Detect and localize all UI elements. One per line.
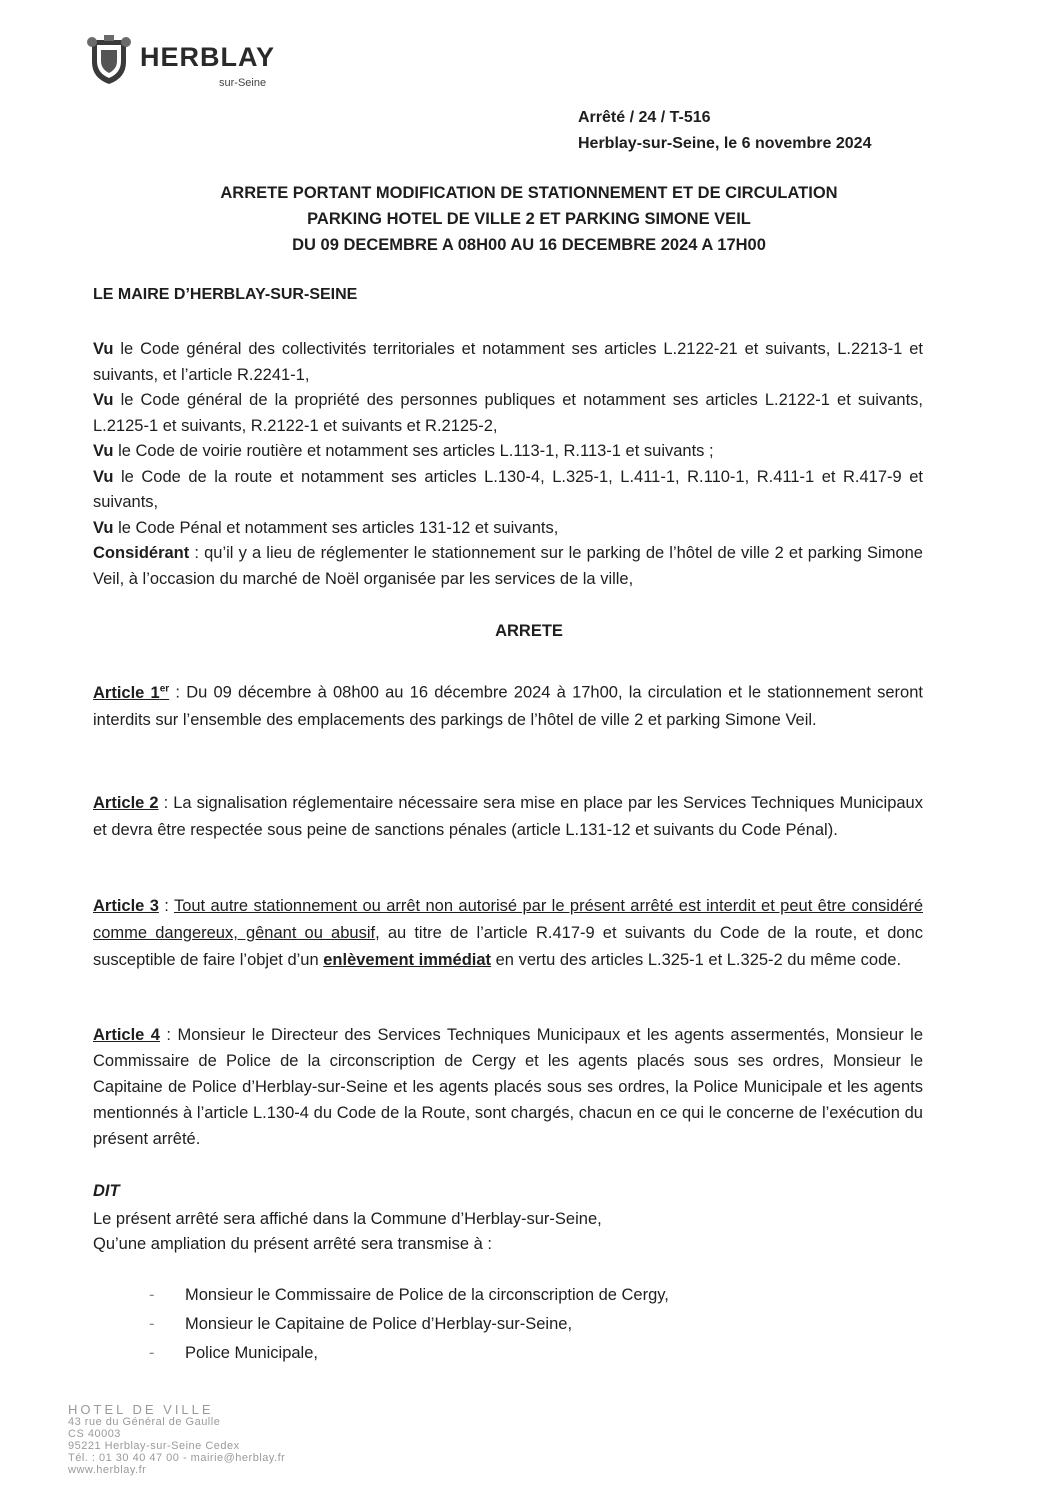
dit-text <box>93 1207 602 1257</box>
title-line: PARKING HOTEL DE VILLE 2 ET PARKING SIMONE VEIL <box>307 210 751 228</box>
recipients-list <box>145 1281 669 1368</box>
list-item: - Monsieur le Capitaine de Police d’Herblay-sur-Seine, <box>145 1310 669 1339</box>
place-date: Herblay-sur-Seine, le 6 novembre 2024 <box>578 135 872 152</box>
bullet-dash-icon: - <box>149 1315 155 1333</box>
considerant-paragraph: Considérant : qu’il y a lieu de réglementer le stationnement sur le parking de l’hôtel de ville 2 et parking Simone Veil, à l’occasion du marché de Noël organisée par les services de la ville, <box>93 544 923 588</box>
footer-line: HOTEL DE VILLE <box>68 1402 214 1417</box>
article-label: Article 4 <box>93 1026 160 1044</box>
visa-paragraph: Vu le Code Pénal et notamment ses articles 131-12 et suivants, <box>93 518 559 537</box>
maire-heading: LE MAIRE D’HERBLAY-SUR-SEINE <box>93 286 358 303</box>
crest-icon <box>86 34 132 86</box>
footer-line: CS 40003 <box>68 1428 121 1440</box>
logo-subtitle: sur-Seine <box>219 77 267 89</box>
list-item: - Police Municipale, <box>145 1339 669 1368</box>
reference-block <box>578 105 871 157</box>
title-line: DU 09 DECEMBRE A 08H00 AU 16 DECEMBRE 2024 A 17H00 <box>292 236 766 254</box>
dit-line: Qu’une ampliation du présent arrêté sera transmise à : <box>93 1235 492 1253</box>
footer-line: 95221 Herblay-sur-Seine Cedex <box>68 1440 240 1452</box>
bold-underlined-phrase: enlèvement immédiat <box>323 951 492 969</box>
visa-paragraph: Vu le Code général des collectivités territoriales et notamment ses articles L.2122-21 et suivants, L.2213-1 et suivants, et l’article R.2241-1, <box>93 340 923 384</box>
underlined-clause: Tout autre stationnement ou arrêt non autorisé par le présent arrêté est interdit et peut être considéré comme dangereux, gênant ou abusif <box>93 897 923 942</box>
article-4: Article 4 : Monsieur le Directeur des Services Techniques Municipaux et les agents assermentés, Monsieur le Commissaire de Police de la circonscription de Cergy et les agents placés sous ses ordres, Monsieur le Capitaine de Police d’Herblay-sur-Seine et les agents placés sous ses ordres, la Police Municipale et les agents mentionnés à l’article L.130-4 du Code de la Route, sont chargés, chacun en ce qui le concerne de l’exécution du présent arrêté. <box>93 1026 924 1148</box>
footer-line: 43 rue du Général de Gaulle <box>68 1416 221 1428</box>
visa-paragraph: Vu le Code général de la propriété des personnes publiques et notamment ses articles L.2122-1 et suivants, L.2125-1 et suivants, R.2122-1 et suivants et R.2125-2, <box>93 391 923 435</box>
logo-name: HERBLAY <box>140 42 276 72</box>
decree-reference: Arrêté / 24 / T-516 <box>578 109 711 126</box>
bullet-dash-icon: - <box>149 1344 155 1362</box>
article-label: Article 2 <box>93 794 159 812</box>
footer-line: www.herblay.fr <box>68 1464 147 1476</box>
article-3: Article 3 : Tout autre stationnement ou arrêt non autorisé par le présent arrêté est interdit et peut être considéré comme dangereux, gênant ou abusif, au titre de l’article R.417-9 et suivants du Code de la route, et donc susceptible de faire l’objet d’un enlèvement immédiat en vertu des articles L.325-1 et L.325-2 du même code. <box>93 897 923 969</box>
herblay-logo <box>86 24 326 94</box>
title-line: ARRETE PORTANT MODIFICATION DE STATIONNEMENT ET DE CIRCULATION <box>220 184 838 202</box>
list-item: - Monsieur le Commissaire de Police de la circonscription de Cergy, <box>145 1281 669 1310</box>
article-label: Article 3 <box>93 897 159 915</box>
arrete-heading: ARRETE <box>495 622 563 640</box>
visa-paragraph: Vu le Code de la route et notamment ses articles L.130-4, L.325-1, L.411-1, R.110-1, R.411-1 et R.417-9 et suivants, <box>93 467 923 511</box>
article-2: Article 2 : La signalisation réglementaire nécessaire sera mise en place par les Services Techniques Municipaux et devra être respectée sous peine de sanctions pénales (article L.131-12 et suivants du Code Pénal). <box>93 794 923 839</box>
dit-line: Le présent arrêté sera affiché dans la Commune d’Herblay-sur-Seine, <box>93 1210 602 1228</box>
article-1: Article 1er : Du 09 décembre à 08h00 au 16 décembre 2024 à 17h00, la circulation et le stationnement seront interdits sur l’ensemble des emplacements des parkings de l’hôtel de ville 2 et parking Simone Veil. <box>93 683 923 729</box>
document-title <box>0 180 1058 258</box>
bullet-dash-icon: - <box>149 1286 155 1304</box>
dit-heading: DIT <box>93 1182 120 1200</box>
visas-block <box>93 337 923 592</box>
footer-address <box>68 1404 285 1476</box>
footer-line: Tél. : 01 30 40 47 00 - mairie@herblay.fr <box>68 1452 286 1464</box>
article-label: Article 1er <box>93 683 170 702</box>
visa-paragraph: Vu le Code de voirie routière et notamment ses articles L.113-1, R.113-1 et suivants ; <box>93 442 714 460</box>
